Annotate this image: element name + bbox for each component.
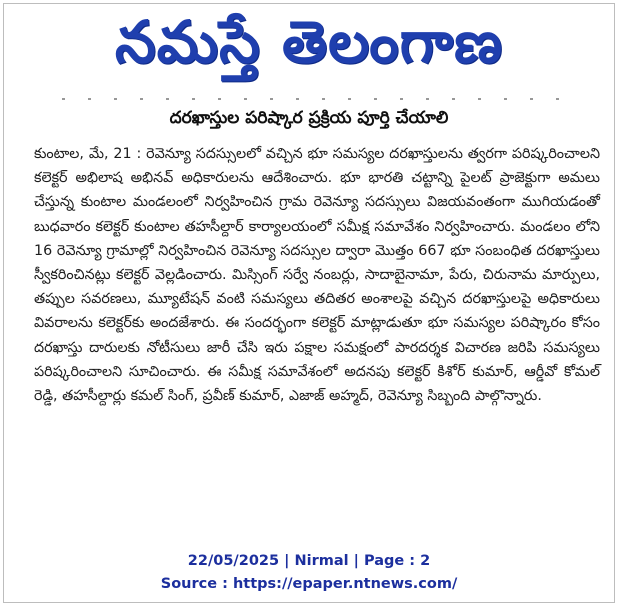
clipping-frame [3, 3, 615, 603]
clipping-cut-edge [62, 96, 582, 102]
article-body: కుంటాల, మే, 21 : రెవెన్యూ సదస్సులలో వచ్చిన భూ సమస్యల దరఖాస్తులను త్వరగా పరిష్కరించాలని కలెక్టర్ అభిలాష అభినవ్ అధికారులను ఆదేశించారు. భూ భారతి చట్టాన్ని పైలట్ ప్రాజెక్టుగా అమలు చేస్తున్న కుంటాల మండలంలో నిర్వహించిన గ్రామ రెవెన్యూ సదస్సులు విజయవంతంగా ముగియడంతో బుధవారం కలెక్టర్ కుంటాల తహసీల్దార్ కార్యాలయంలో సమీక్ష సమావేశం నిర్వహించారు. మండలం లోని 16 రెవెన్యూ గ్రామాల్లో నిర్వహించిన రెవెన్యూ సదస్సుల ద్వారా మొత్తం 667 భూ సంబంధిత దరఖాస్తులు స్వీకరించినట్లు కలెక్టర్ వెల్లడించారు. మిస్సింగ్ సర్వే నంబర్లు, సాదాబైనామా, పేరు, చిరునామ మార్పులు, తప్పుల సవరణలు, మ్యూటేషన్ వంటి సమస్యలు తదితర అంశాలపై వచ్చిన దరఖాస్తులపై అధికారులు వివరాలను కలెక్టర్‌కు అందజేశారు. ఈ సందర్భంగా కలెక్టర్ మాట్లాడుతూ భూ సమస్యల పరిష్కారం కోసం దరఖాస్తు దారులకు నోటీసులు జారీ చేసి ఇరు పక్షాల సమక్షంలో పారదర్శక విచారణ జరిపి సమస్యలు పరిష్కరించాలని సూచించారు. ఈ సమీక్ష సమావేశంలో అదనపు కలెక్టర్ కిశోర్ కుమార్, ఆర్డీవో కోమల్ రెడ్డి, తహసీల్దార్లు కమల్ సింగ్, ప్రవీణ్ కుమార్, ఎజాజ్ అహ్మద్, రెవెన్యూ సిబ్బంది పాల్గొన్నారు. [34, 146, 600, 405]
newspaper-logo: నమస్తే తెలంగాణ [115, 7, 503, 76]
edition-info: 22/05/2025 | Nirmal | Page : 2 [187, 553, 431, 569]
newspaper-masthead [4, 7, 614, 88]
article-headline: దరఖాస్తుల పరిష్కార ప్రక్రియ పూర్తి చేయాలి [169, 108, 449, 128]
clipping-footer [4, 550, 614, 596]
source-link[interactable]: Source : https://epaper.ntnews.com/ [160, 576, 458, 592]
